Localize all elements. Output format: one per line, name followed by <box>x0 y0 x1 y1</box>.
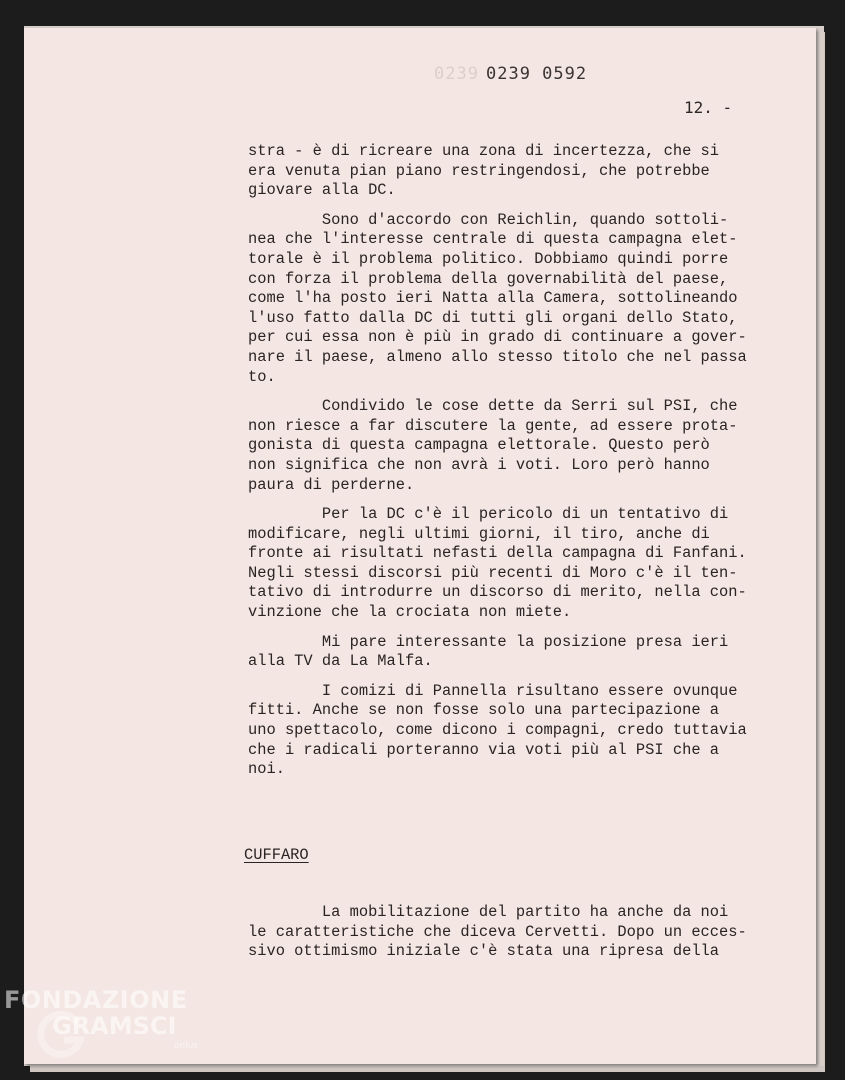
paragraph: Condivido le cose dette da Serri sul PSI, che non riesce a far discutere la gente, ad essere prota- gonista di questa campagna elettorale. Questo però non significa che non avrà i voti. Loro però hanno paura di perderne. <box>248 397 738 494</box>
document-body-continued <box>248 903 778 972</box>
page-number: 12. - <box>684 98 733 117</box>
paragraph: stra - è di ricreare una zona di incertezza, che si era venuta pian piano restringendosi, che potrebbe giovare alla DC. <box>248 142 720 200</box>
paragraph: La mobilitazione del partito ha anche da noi le caratteristiche che diceva Cervetti. Dopo un ecces- sivo ottimismo iniziale c'è stata una ripresa della <box>248 903 747 961</box>
archive-stamp-ghost: 0239 <box>434 64 479 84</box>
speaker-heading: CUFFARO <box>244 846 309 864</box>
archive-stamp-text: 0239 0592 <box>486 64 588 84</box>
archive-stamp-number <box>434 64 588 84</box>
paragraph: Mi pare interessante la posizione presa ieri alla TV da La Malfa. <box>248 632 729 671</box>
paragraph: I comizi di Pannella risultano essere ovunque fitti. Anche se non fosse solo una partecipazione a uno spettacolo, come dicono i compagni, credo tuttavia che i radicali porteranno via voti più al PSI che a noi. <box>248 681 747 779</box>
paragraph: Sono d'accordo con Reichlin, quando sottoli- nea che l'interesse centrale di questa campagna elet- torale è il problema politico. Dobbiamo quindi porre con forza il problema della governabilità del paese, come l'ha posto ieri Natta alla Camera, sottolineando l'uso fatto dalla DC di tutti gli organi dello Stato, per cui essa non è più in grado di continuare a gover- nare il paese, almeno allo stesso titolo che nel passa to. <box>248 210 747 386</box>
watermark-line2: GRAMSCI <box>52 1012 177 1040</box>
archive-watermark-logo <box>4 988 198 1051</box>
document-body <box>248 142 778 790</box>
paragraph: Per la DC c'è il pericolo di un tentativo di modificare, negli ultimi giorni, il tiro, anche di fronte ai risultati nefasti della campagna di Fanfani. Negli stessi discorsi più recenti di Moro c'è il ten- tativo di introdurre un discorso di merito, nella con- vinzione che la crociata non miete. <box>248 505 747 622</box>
watermark-line1: FONDAZIONE <box>4 986 188 1014</box>
watermark-line3: onlus <box>174 1041 199 1051</box>
gramsci-g-icon <box>34 1010 86 1062</box>
